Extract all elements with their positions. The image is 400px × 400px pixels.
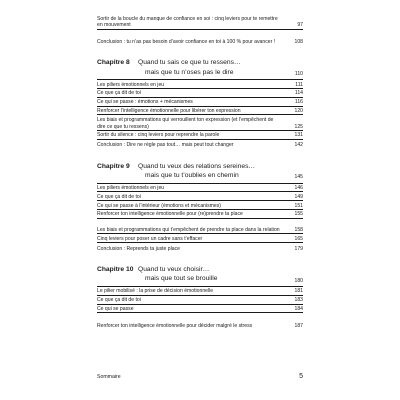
toc-entry-page: 146 xyxy=(294,185,303,192)
toc-entry xyxy=(97,98,303,107)
chapter-label: Chapitre 9 xyxy=(97,162,130,170)
page-number: 5 xyxy=(299,373,303,380)
toc-entry-title: Les piliers émotionnels en jeu xyxy=(97,81,165,88)
toc-entry-title: Conclusion : Dire ne règle pas tout… mais peut tout changer xyxy=(97,142,234,149)
toc-entry xyxy=(97,131,303,140)
chapter-title-line1: Quand tu veux des relations sereines… xyxy=(138,162,256,170)
toc-entry-page: 116 xyxy=(294,99,303,106)
chapter-page: 180 xyxy=(294,277,303,284)
chapter-page: 145 xyxy=(294,174,303,181)
toc-entry xyxy=(97,14,303,30)
toc-entry-page: 111 xyxy=(295,81,303,88)
toc-entry-page: 179 xyxy=(294,245,303,252)
toc-entry xyxy=(97,313,303,329)
chapter-title xyxy=(138,162,291,181)
toc-entry-title: Ce que ça dit de toi xyxy=(97,90,141,97)
toc-entry-title: Renforcer ton intelligence émotionnelle pour (re)prendre ta place xyxy=(97,211,243,218)
toc-entry-title: Sortir de la boucle du manque de confiance en soi : cinq leviers pour te remettre en mouvement xyxy=(97,16,278,29)
toc-entry-title: Renforcer l’intelligence émotionnelle pour libérer ton expression xyxy=(97,108,241,115)
chapter-title-line1: Quand tu veux choisir… xyxy=(138,265,210,273)
toc-entry-title: Ce qui se passe xyxy=(97,306,134,313)
toc-entry-page: 142 xyxy=(294,142,303,149)
chapter-title xyxy=(138,58,291,77)
toc-entry-page: 151 xyxy=(294,202,303,209)
toc-entry-page: 183 xyxy=(294,297,303,304)
toc-entry xyxy=(97,296,303,305)
toc-entry xyxy=(97,210,303,219)
toc-entry xyxy=(97,287,303,296)
chapter-title-line2: mais que tu n’oses pas le dire xyxy=(145,68,234,76)
toc-entry xyxy=(97,140,303,149)
chapter-label: Chapitre 8 xyxy=(97,59,130,67)
toc-entry-title: Ce qui se passe : émotions + mécanismes xyxy=(97,99,193,106)
toc-entry-page: 187 xyxy=(294,322,303,329)
toc-entry-title: Ce qui se passe à l’intérieur (émotions et mécanismes) xyxy=(97,202,222,209)
toc-entry-title: Cinq leviers pour poser un cadre sans t’effacer xyxy=(97,235,203,242)
toc-entry-page: 184 xyxy=(294,306,303,313)
chapter-heading xyxy=(97,265,303,287)
toc-entry xyxy=(97,30,303,46)
toc-entry-page: 165 xyxy=(294,235,303,242)
toc-entry-page: 114 xyxy=(294,90,303,97)
toc-entry xyxy=(97,80,303,89)
chapter-title-line2: mais que tu t’oublies en chemin xyxy=(145,172,239,180)
page-footer xyxy=(97,373,303,380)
toc-entry-title: Sortir du silence : cinq leviers pour reprendre la parole xyxy=(97,132,220,139)
toc-entry xyxy=(97,184,303,193)
toc-entry-title: Les biais et programmations qui t’empêchent de prendre ta place dans la relation xyxy=(97,227,280,234)
toc-entry-page: 181 xyxy=(294,288,303,295)
toc-entry-page: 125 xyxy=(294,123,303,130)
toc-entry xyxy=(97,107,303,116)
toc-entry xyxy=(97,89,303,98)
toc-entry-page: 120 xyxy=(294,108,303,115)
chapter-heading xyxy=(97,162,303,184)
toc-entry xyxy=(97,219,303,235)
chapter-label: Chapitre 10 xyxy=(97,265,134,273)
toc-entry xyxy=(97,305,303,314)
toc-entry-page: 97 xyxy=(297,22,303,29)
chapter-title xyxy=(138,265,291,284)
toc-entry xyxy=(97,243,303,252)
toc-entry-page: 158 xyxy=(294,227,303,234)
toc-entry-page: 149 xyxy=(294,193,303,200)
chapter-title-line2: mais que tout se brouille xyxy=(145,275,218,283)
toc-entry-title: Ce que ça dit de toi xyxy=(97,297,141,304)
toc-entry-page: 108 xyxy=(294,38,303,45)
toc-entry xyxy=(97,192,303,201)
chapter-title-line1: Quand tu sais ce que tu ressens… xyxy=(138,59,241,67)
toc-entry xyxy=(97,201,303,210)
toc-entry-title: Renforcer ton intelligence émotionnelle pour décider malgré le stress xyxy=(97,322,253,329)
toc-entry-title: Les piliers émotionnels en jeu xyxy=(97,185,165,192)
toc-entry-title: Conclusion : Reprends ta juste place xyxy=(97,245,180,252)
footer-label: Sommaire xyxy=(97,374,121,380)
toc-entry-title: Les biais et programmations qui verrouillent ton expression (et l’empêchent de dire ce que tu ressens) xyxy=(97,117,274,130)
toc-entry-page: 155 xyxy=(294,211,303,218)
toc-entry xyxy=(97,234,303,243)
toc-entry-title: Conclusion : tu n’as pas besoin d’avoir confiance en toi à 100 % pour avancer ! xyxy=(97,38,276,45)
chapter-page: 110 xyxy=(294,70,303,77)
chapter-heading xyxy=(97,58,303,80)
toc-entry-page: 131 xyxy=(294,132,303,139)
table-of-contents xyxy=(97,14,303,329)
toc-entry xyxy=(97,115,303,131)
toc-entry-title: Ce que ça dit de toi xyxy=(97,193,141,200)
toc-entry-title: Le pilier mobilisé : la prise de décision émotionnelle xyxy=(97,288,214,295)
